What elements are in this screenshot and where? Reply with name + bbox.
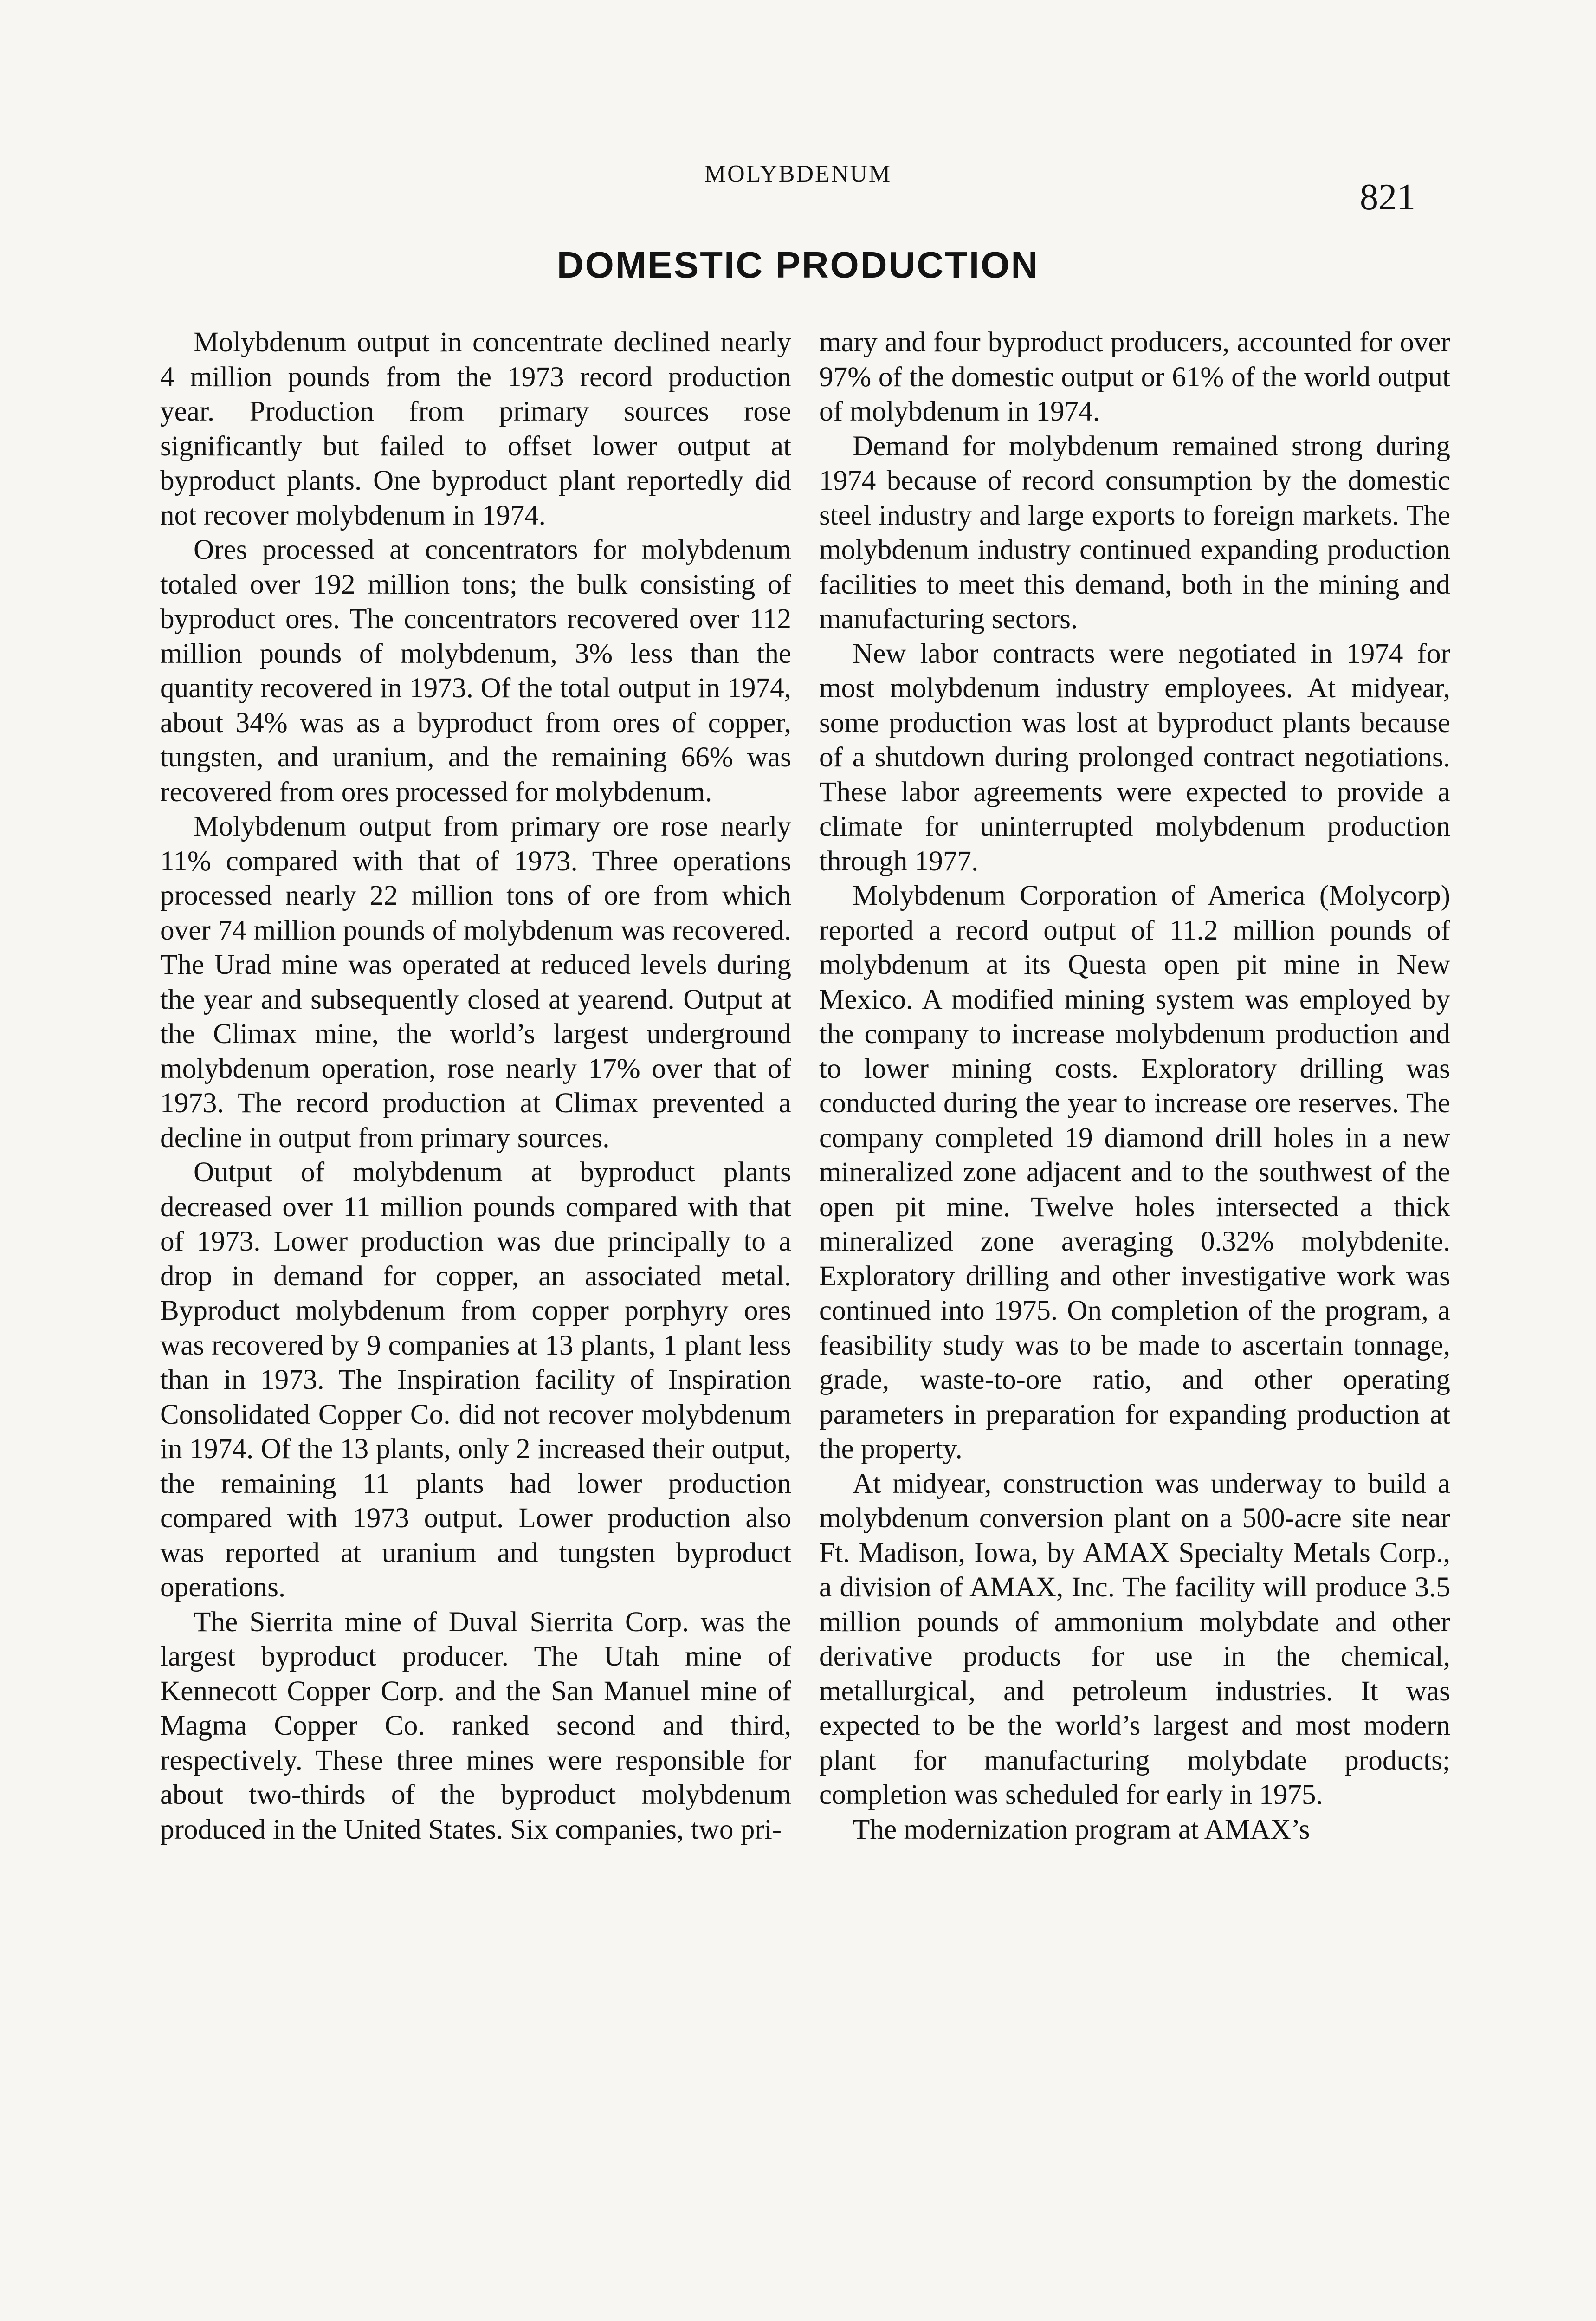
running-head: MOLYBDENUM xyxy=(704,161,892,187)
left-paragraph-1: Molybdenum output in concentrate declined nearly 4 million pounds from the 1973 record production year. Production from primary sources rose significantly but failed to offset lower output at byproduct plants. One byproduct plant reportedly did not recover molybdenum in 1974. xyxy=(160,326,791,531)
page-number: 821 xyxy=(1360,177,1415,218)
right-paragraph-3: New labor contracts were negotiated in 1974 for most molybdenum industry employees. At midyear, some production was lost at byproduct plants because of a shutdown during prolonged contract negotiations. These labor agreements were expected to provide a climate for uninterrupted molybdenum production through 1977. xyxy=(819,637,1450,877)
right-paragraph-5: At midyear, construction was underway to build a molybdenum conversion plant on a 500-acre site near Ft. Madison, Iowa, by AMAX Specialty Metals Corp., a division of AMAX, Inc. The facility will produce 3.5 million pounds of ammonium molybdate and other derivative products for use in the chemical, metallurgical, and petroleum industries. It was expected to be the world’s largest and most modern plant for manufacturing molybdate products; completion was scheduled for early in 1975. xyxy=(819,1467,1450,1810)
section-title: DOMESTIC PRODUCTION xyxy=(556,244,1040,285)
left-paragraph-5: The Sierrita mine of Duval Sierrita Corp. was the largest byproduct producer. The Utah mine of Kennecott Copper Corp. and the San Manuel mine of Magma Copper Co. ranked second and third, respectively. These three mines were responsible for about two-thirds of the byproduct molybdenum produced in the United States. Six companies, two pri- xyxy=(160,1606,791,1845)
right-paragraph-1-continued: mary and four byproduct producers, accounted for over 97% of the domestic output or 61% of the world output of molybdenum in 1974. xyxy=(819,326,1450,427)
left-paragraph-3: Molybdenum output from primary ore rose nearly 11% compared with that of 1973. Three operations processed nearly 22 million tons of ore from which over 74 million pounds of molybdenum was recovered. The Urad mine was operated at reduced levels during the year and subsequently closed at yearend. Output at the Climax mine, the world’s largest underground molybdenum operation, rose nearly 17% over that of 1973. The record production at Climax prevented a decline in output from primary sources. xyxy=(160,810,791,1154)
right-paragraph-4: Molybdenum Corporation of America (Molycorp) reported a record output of 11.2 million pounds of molybdenum at its Questa open pit mine in New Mexico. A modified mining system was employed by the company to increase molybdenum production and to lower mining costs. Exploratory drilling was conducted during the year to increase ore reserves. The company completed 19 diamond drill holes in a new mineralized zone adjacent and to the southwest of the open pit mine. Twelve holes intersected a thick mineralized zone averaging 0.32% molybdenite. Exploratory drilling and other investigative work was continued into 1975. On completion of the program, a feasibility study was to be made to ascertain tonnage, grade, waste-to-ore ratio, and other operating parameters in preparation for expanding production at the property. xyxy=(819,880,1450,1465)
left-paragraph-4: Output of molybdenum at byproduct plants decreased over 11 million pounds compared with that of 1973. Lower production was due principally to a drop in demand for copper, an associated metal. Byproduct molybdenum from copper porphyry ores was recovered by 9 companies at 13 plants, 1 plant less than in 1973. The Inspiration facility of Inspiration Consolidated Copper Co. did not recover molybdenum in 1974. Of the 13 plants, only 2 increased their output, the remaining 11 plants had lower production compared with 1973 output. Lower production also was reported at uranium and tungsten byproduct operations. xyxy=(160,1156,791,1603)
right-paragraph-6: The modernization program at AMAX’s xyxy=(853,1813,1310,1845)
left-column xyxy=(160,325,791,1847)
left-paragraph-2: Ores processed at concentrators for molybdenum totaled over 192 million tons; the bulk consisting of byproduct ores. The concentrators recovered over 112 million pounds of molybdenum, 3% less than the quantity recovered in 1973. Of the total output in 1974, about 34% was as a byproduct from ores of copper, tungsten, and uranium, and the remaining 66% was recovered from ores processed for molybdenum. xyxy=(160,534,791,808)
right-paragraph-2: Demand for molybdenum remained strong during 1974 because of record consumption by the domestic steel industry and large exports to foreign markets. The molybdenum industry continued expanding production facilities to meet this demand, both in the mining and manufacturing sectors. xyxy=(819,430,1450,635)
right-column xyxy=(819,325,1450,1847)
